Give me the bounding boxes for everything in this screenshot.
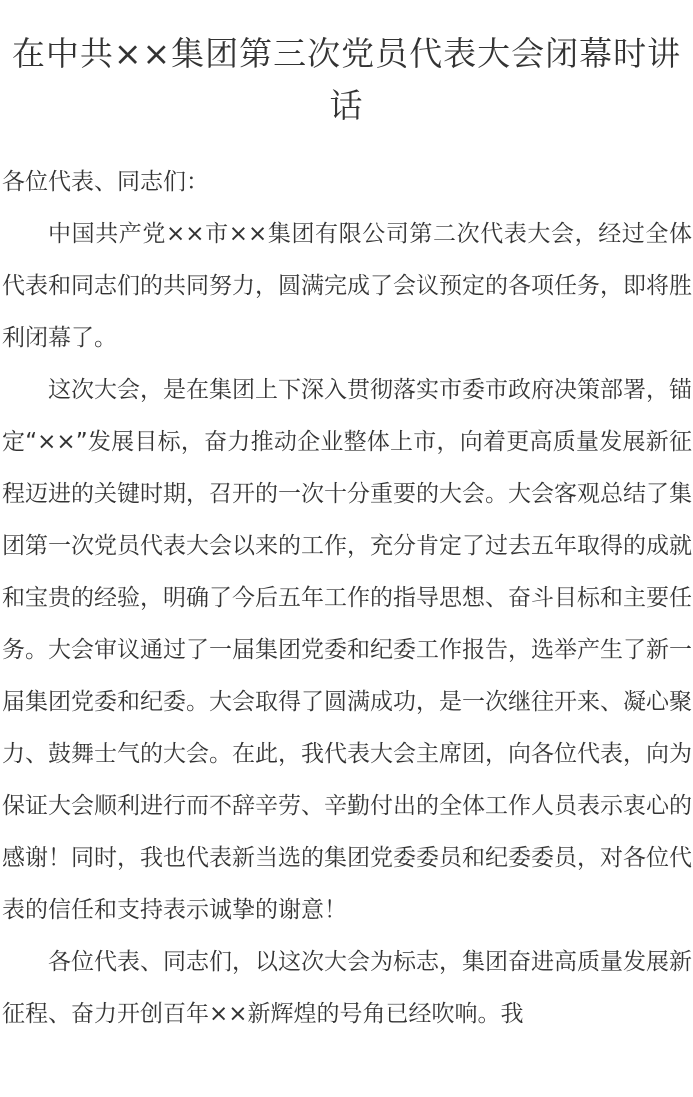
paragraph-1: 中国共产党××市××集团有限公司第二次代表大会，经过全体代表和同志们的共同努力，圆满完成了会议预定的各项任务，即将胜利闭幕了。: [2, 221, 692, 351]
salutation: 各位代表、同志们：: [2, 169, 209, 195]
paragraph-2: 这次大会，是在集团上下深入贯彻落实市委市政府决策部署，锚定“××”发展目标，奋力推动企业整体上市，向着更高质量发展新征程迈进的关键时期，召开的一次十分重要的大会。大会客观总结了集团第一次党员代表大会以来的工作，充分肯定了过去五年取得的成就和宝贵的经验，明确了今后五年工作的指导思想、奋斗目标和主要任务。大会审议通过了一届集团党委和纪委工作报告，选举产生了新一届集团党委和纪委。大会取得了圆满成功，是一次继往开来、凝心聚力、鼓舞士气的大会。在此，我代表大会主席团，向各位代表，向为保证大会顺利进行而不辞辛劳、辛勤付出的全体工作人员表示衷心的感谢！同时，我也代表新当选的集团党委委员和纪委委员，对各位代表的信任和支持表示诚挚的谢意！: [2, 377, 692, 923]
document-body: [0, 156, 693, 1040]
document-title: 在中共××集团第三次党员代表大会闭幕时讲话: [11, 34, 682, 125]
paragraph-3: 各位代表、同志们，以这次大会为标志，集团奋进高质量发展新征程、奋力开创百年××新辉煌的号角已经吹响。我: [2, 949, 692, 1027]
